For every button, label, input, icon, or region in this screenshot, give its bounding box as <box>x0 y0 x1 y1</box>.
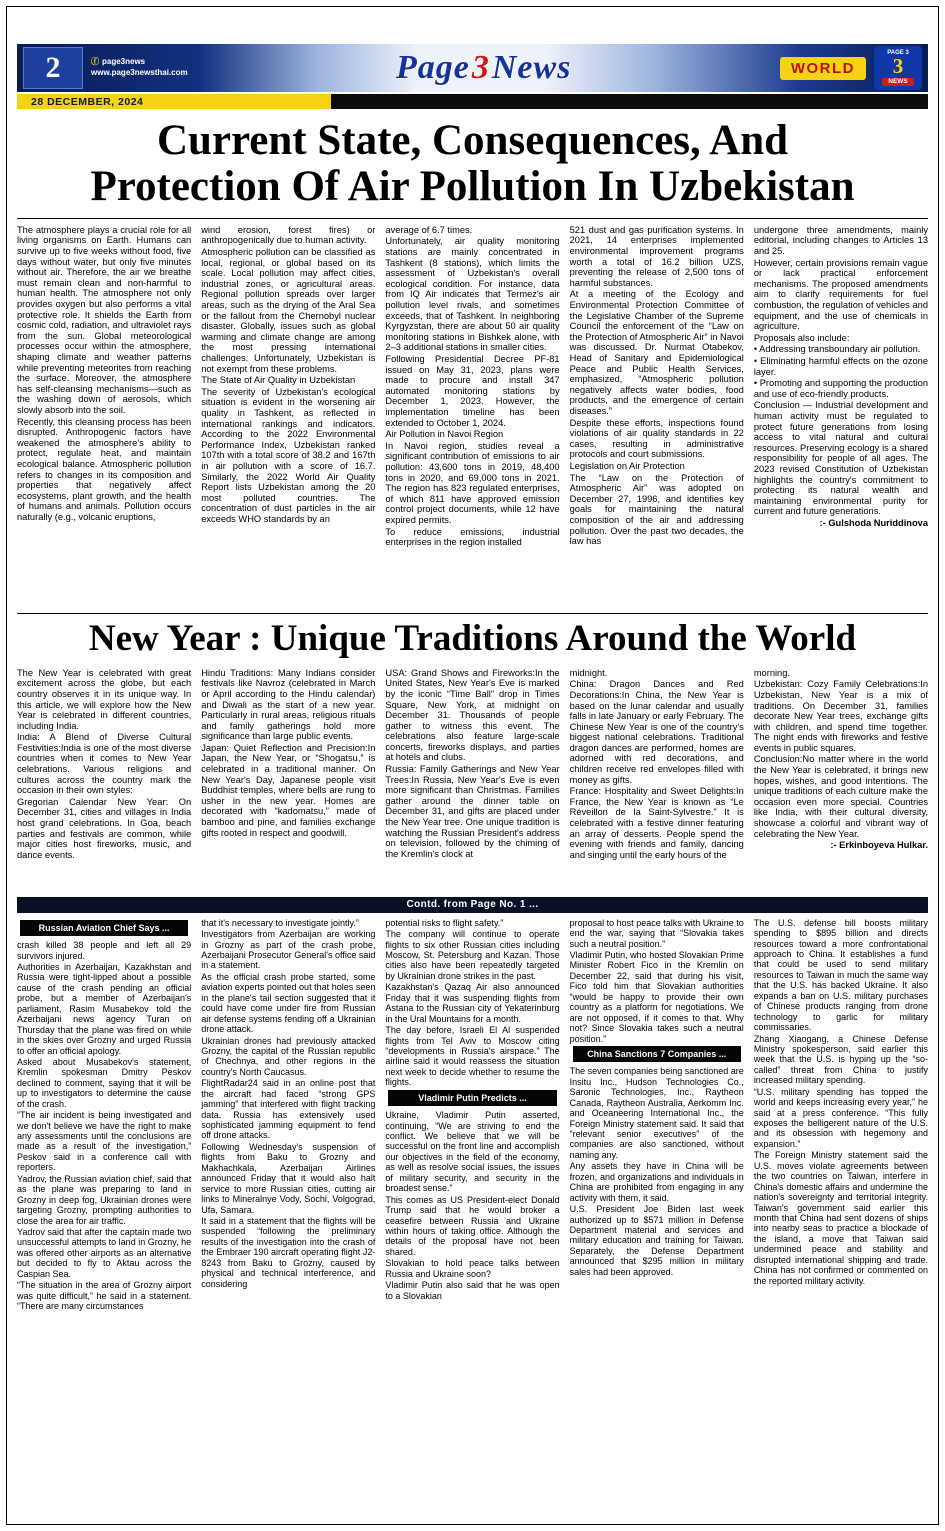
article1-body <box>17 219 928 613</box>
paragraph: The “Law on the Protection of Atmospheric Air” was adopted on December 27, 1996, and identifies key goals for maintaining the natural composition of the air and addressing pollution. Over the past two decades, the law has <box>569 472 744 547</box>
paragraph: Yadrov said that after the captain made two unsuccessful attempts to land in Grozny, he was offered other airports as an alternative but decided to fly to Aktau across the Caspian Sea. <box>17 1226 192 1279</box>
paragraph: potential risks to flight safety.” <box>385 917 504 928</box>
date-bar <box>17 94 928 109</box>
page-content <box>17 12 928 1519</box>
paragraph: Air Pollution in Navoi Region <box>385 429 504 440</box>
paragraph: Vladimir Putin also said that he was open to a Slovakian <box>385 1280 560 1301</box>
paragraph: This comes as US President-elect Donald Trump said that he would broker a ceasefire between Russia and Ukraine within hours of taking office. Although the details of the proposal have not been shared. <box>385 1194 560 1257</box>
logo-text-3: 3 <box>471 49 490 86</box>
paragraph: France: Hospitality and Sweet Delights:In France, the New Year is known as “Le Réveillon de la Saint-Sylvestre.” It is celebrated with a festive dinner featuring an array of desserts. People spend the evening with friends and family, dancing and singing until the early hours of the <box>569 786 744 860</box>
paragraph: Conclusion:No matter where in the world the New Year is celebrated, it brings new hopes, wishes, and good intentions. The unique traditions of each culture make the occasion even more special. Countries like India, with their cultural diversity, showcase a colorful and vibrant way of celebrating the New Year. <box>753 754 928 839</box>
paragraph: Ukrainian drones had previously attacked Grozny, the capital of the Russian republic of Chechnya, and other regions in the country's North Caucasus. <box>201 1035 376 1077</box>
paragraph: Recently, this cleansing process has been disrupted. Anthropogenic factors have weakened the atmosphere's ability to protect, regulate heat, and maintain ecological balance. Atmospheric pollution refers to changes in its composition and properties that negatively affect ecosystems, plant growth, and the health of humans and animals. Pollution occurs naturally (e.g., volcanic eruptions, <box>17 416 192 522</box>
paragraph: As the official crash probe started, some aviation experts pointed out that holes seen in the plane's tail section suggested that it could have come under fire from Russian air defense systems fending off a Ukrainian drone attack. <box>201 971 376 1035</box>
article2-column-2 <box>201 668 375 894</box>
article2-column-4 <box>570 668 744 894</box>
paragraph: Following Wednesday's suspension of flights from Baku to Grozny and Makhachkala, Azerbaijan Airlines announced Friday that it would also halt service to more Russian cities, cutting air links to Mineralnye Vody, Sochi, Volgograd, Ufa, Samara. <box>201 1141 376 1215</box>
paragraph: USA: Grand Shows and Fireworks:In the United States, New Year's Eve is marked by the iconic “Time Ball” drop in Times Square, New York, at midnight on December 31. Thousands of people gather to witness this event. The celebrations also feature large-scale concerts, fireworks displays, and parties at hotels and clubs. <box>385 667 560 763</box>
paragraph: Proposals also include: <box>753 332 850 343</box>
paragraph: undergone three amendments, mainly editorial, including changes to Articles 13 and 25. <box>753 224 928 257</box>
article2-column-1 <box>17 668 191 894</box>
page-number: 2 <box>23 47 83 89</box>
paragraph: The seven companies being sanctioned are Insitu Inc., Hudson Technologies Co., Saronic Technologies, Inc., Raytheon Canada, Raytheon Australia, Aerkomm Inc. and Oceaneering International Inc., the Foreign Ministry statement said. It said that “relevant senior executives” of the companies are also sanctioned, without naming any. <box>569 1066 744 1160</box>
article1-headline <box>17 109 928 219</box>
paragraph: Legislation on Air Protection <box>569 460 685 471</box>
paragraph: However, certain provisions remain vague or lack practical enforcement mechanisms. The proposed amendments aim to clarify requirements for fuel combustion, the regulation of vehicles and equipment, and the use of chemicals in agriculture. <box>753 257 928 332</box>
paragraph: FlightRadar24 said in an online post that the aircraft had faced “strong GPS jamming” that interfered with flight tracking data. Russia has extensively used sophisticated jamming equipment to fend off drone attacks. <box>201 1078 376 1141</box>
paragraph: The severity of Uzbekistan's ecological situation is evident in the worsening air quality in Tashkent, as reflected in international rankings and indicators. According to the 2022 Environmental Performance Index, Uzbekistan ranked 107th with a total score of 38.2 and 167th in air pollution with a score of 16.7. Similarly, the 2022 World Air Quality Report lists Uzbekistan among the 20 most polluted countries. The concentration of dust particles in the air exceeds WHO standards by an <box>201 386 376 524</box>
paragraph: Yadrov, the Russian aviation chief, said that as the plane was preparing to land in Grozny in deep fog, Ukrainian drones were targeting Grozny, prompting authorities to close the area for air traffic. <box>17 1173 192 1226</box>
article1-headline-line2: Protection Of Air Pollution In Uzbekistan <box>90 163 855 211</box>
paragraph: “U.S. military spending has topped the world and keeps increasing every year,” he said at a press conference. “This fully exposes the belligerent nature of the U.S. and its obsession with hegemony and expansion.” <box>753 1086 928 1149</box>
paragraph: Unfortunately, air quality monitoring stations are mainly concentrated in Tashkent (8 stations), which limits the assessment of Uzbekistan's overall ecological condition. For instance, data from IQ Air indicates that Termez's air pollution level rivals, and sometimes exceeds, that of Tashkent. In neighboring Kyrgyzstan, there are about 50 air quality monitoring stations in Bishkek alone, with 2–3 additional stations in smaller cities. <box>385 236 560 353</box>
logo-number: 3 <box>892 53 904 78</box>
paragraph: India: A Blend of Diverse Cultural Festivities:India is one of the most diverse countries when it comes to New Year celebrations. Various religions and cultures across the country mark the occasion in their own styles: <box>17 732 192 796</box>
article2-column-3 <box>385 668 559 894</box>
masthead-bar <box>17 44 928 92</box>
date-bar-fill <box>331 94 928 109</box>
bottom-column-3 <box>385 918 559 1519</box>
article1-column-3 <box>385 225 559 613</box>
paragraph: Authorities in Azerbaijan, Kazakhstan and Russia were tight-lipped about a possible cause of the crash pending an official probe, but a member of Azerbaijan's parliament, Rasim Musabekov told the Azerbaijani news agency Turan on Thursday that the plane was fired on while in the skies over Grozny and urged Russia to offer an official apology. <box>17 962 192 1056</box>
bottom-column-4 <box>570 918 744 1519</box>
byline: :- Erkinboyeva Hulkar. <box>830 840 928 851</box>
paragraph: crash killed 38 people and left all 29 survivors injured. <box>17 940 192 961</box>
paragraph: Kazakhstan's Qazaq Air also announced Friday that it was suspending flights from Astana to the Russian city of Yekaterinburg in the Ural Mountains for a month. <box>385 982 560 1024</box>
paragraph: wind erosion, forest fires) or anthropogenically due to human activity. <box>201 224 376 246</box>
paragraph: “The air incident is being investigated and we don't believe we have the right to make any assessments until the conclusions are made as a result of the investigation,” Peskov said in a conference call with reporters. <box>17 1110 192 1173</box>
paragraph: • Addressing transboundary air pollution. <box>753 344 921 355</box>
byline: :- Gulshoda Nuriddinova <box>819 517 928 528</box>
article1-headline-line1: Current State, Consequences, And <box>156 117 789 164</box>
paragraph: Hindu Traditions: Many Indians consider festivals like Navroz (celebrated in March or April according to the Hindu calendar) and Diwali as the start of a new year. Particularly in rural areas, religious rituals and family gatherings hold more significance than large public events. <box>201 667 376 742</box>
paragraph: • Promoting and supporting the production and use of eco-friendly products. <box>753 378 928 399</box>
paragraph: Despite these efforts, inspections found violations of air quality standards in 22 cases, resulting in administrative protocols and court submissions. <box>569 417 744 460</box>
paragraph: The New Year is celebrated with great excitement across the globe, but each country observes it in its unique way. In this article, we will explore how the New Year is celebrated in different countries, including India. <box>17 667 192 731</box>
paragraph: U.S. President Joe Biden last week authorized up to $571 million in Defense Department material and services and military education and training for Taiwan. Separately, the Defense Department announced that $295 million in military sales had been approved. <box>569 1204 744 1277</box>
logo-text-page: Page <box>396 49 470 86</box>
section-badge: WORLD <box>780 57 866 80</box>
paragraph: It said in a statement that the flights will be suspended “following the preliminary results of the investigation into the crash of the Embraer 190 aircraft operating flight J2-8243 from Baku to Grozny, caused by physical and technical interference, and considering <box>201 1215 376 1289</box>
paragraph: The company will continue to operate flights to six other Russian cities including Moscow, St. Petersburg and Kazan. Those cities also have been repeatedly targeted by Ukrainian drone strikes in the past. <box>385 929 560 981</box>
paragraph: Ukraine, Vladimir Putin asserted, continuing, “We are striving to end the conflict. We believe that we will be successful on the front line and accomplish our objectives in the field of the economy, as well as resolve social issues, the issues of military security, and security in the broadest sense.” <box>385 1110 560 1194</box>
paragraph: “The situation in the area of Grozny airport was quite difficult,” he said in a statement. “There are many circumstances <box>17 1280 192 1312</box>
paragraph: Gregorian Calendar New Year: On December 31, cities and villages in India host grand celebrations. In Goa, beach parties and festivals are common, while major cities host fireworks, music, and dance events. <box>17 796 192 860</box>
story-header-box: China Sanctions 7 Companies ... <box>573 1046 741 1062</box>
newspaper-logo <box>196 51 772 85</box>
paragraph: Asked about Musabekov's statement, Kremlin spokesman Dmitry Peskov declined to comment, saying that it will be up to investigators to determine the cause of the crash. <box>17 1056 192 1109</box>
bottom-column-2 <box>201 918 375 1519</box>
bottom-column-1 <box>17 918 191 1519</box>
continued-stories <box>17 913 928 1519</box>
social-block <box>91 57 188 79</box>
paragraph: At a meeting of the Ecology and Environmental Protection Committee of the Legislative Chamber of the Supreme Council the enforcement of the “Law on the Protection of Atmospheric Air” in Navoi was discussed. Dr. Nurmat Otabekov, Head of Sanitary and Epidemiological Peace and Public Health Services, emphasized, “Atmospheric pollution negatively affects water bodies, food products, and the emergence of certain diseases.” <box>569 289 744 416</box>
logo-top-text: PAGE 3 <box>887 49 909 56</box>
article2-body <box>17 664 928 894</box>
paragraph: In Navoi region, studies reveal a significant contribution of emissions to air pollution: 43,600 tons in 2019, 48,400 tons in 2020, and 69,000 tons in 2021. The region has 823 regulated enterprises, of which 811 have approved emission control project documents, while 12 have expired permits. <box>385 440 560 525</box>
social-handle: page3news <box>102 57 146 67</box>
article1-column-5 <box>754 225 928 613</box>
paragraph: The atmosphere plays a crucial role for all living organisms on Earth. Humans can survive up to five weeks without food, five days without water, but only five minutes without air. Therefore, the air we breathe must remain clean and non-harmful to human health. The atmosphere not only provides oxygen but also performs a vital protective role. It shields the Earth from cosmic cold, radiation, and ultraviolet rays from the sun. Global meteorological processes occur within the atmosphere, shaping climate and weather patterns while preventing meteorites from reaching the surface. Moreover, the atmosphere has self-cleansing mechanisms—such as the washing down of aerosols, which slowly absorb into the soil. <box>17 224 192 415</box>
page3-square-logo <box>874 46 922 90</box>
article2-headline: New Year : Unique Traditions Around the World <box>17 613 928 664</box>
paragraph: Slovakian to hold peace talks between Russia and Ukraine soon? <box>385 1258 560 1279</box>
logo-text-news: News <box>491 49 572 86</box>
paragraph: The U.S. defense bill boosts military spending to $895 billion and directs resources toward a more confrontational approach to China. It establishes a fund that could be used to send military resources to Taiwan in much the same way that the U.S. has backed Ukraine. It also expands a ban on U.S. military purchases of Chinese products ranging from drone technology to garlic for military commissaries. <box>753 917 928 1033</box>
article1-column-4 <box>570 225 744 613</box>
issue-date: 28 DECEMBER, 2024 <box>17 94 331 109</box>
paragraph: midnight. <box>569 667 608 678</box>
paragraph: 521 dust and gas purification systems. In 2021, 14 enterprises implemented environmental improvement programs worth a total of 16.2 billion UZS, preventing the release of 2,500 tons of harmful substances. <box>569 224 744 288</box>
paragraph: Russia: Family Gatherings and New Year Trees:In Russia, New Year's Eve is even more significant than Christmas. Families gather around the dinner table on December 31, and gifts are placed under the New Year tree. One unique tradition is watching the Russian President's address on television, followed by the chiming of the Kremlin's clock at <box>385 764 560 859</box>
paragraph: average of 6.7 times. <box>385 224 473 235</box>
facebook-icon: ⓕ <box>91 57 99 67</box>
paragraph: The Foreign Ministry statement said the U.S. moves violate agreements between the two countries on Taiwan, interfere in China's domestic affairs and undermine the nation's sovereignty and territorial integrity. Taiwan's government said earlier this month that China had sent dozens of ships into nearby seas to practice a blockade of the island, a move that Taiwan said undermined peace and stability and disrupted international shipping and trade. China has not confirmed or commented on the reported military activity. <box>753 1150 928 1286</box>
paragraph: Any assets they have in China will be frozen, and organizations and individuals in China are prohibited from engaging in any activity with them, it said. <box>569 1161 744 1203</box>
paragraph: China: Dragon Dances and Red Decorations:In China, the New Year is based on the lunar calendar and usually falls in late January or early February. The Chinese New Year is one of the country's biggest national celebrations. Traditional dragon dances are performed, homes are adorned with red decorations, and children receive red envelopes filled with money as gifts. <box>569 679 744 785</box>
article2-column-5 <box>754 668 928 894</box>
paragraph: The day before, Israeli El Al suspended flights from Tel Aviv to Moscow citing “developments in Russia's airspace.” The airline said it would reassess the situation next week to decide whether to resume the flights. <box>385 1025 560 1088</box>
paragraph: Conclusion — Industrial development and human activity must be regulated to protect future generations from losing access to vital natural and cultural resources. Preserving ecology is a shared responsibility for people of all ages. The 2023 revised Constitution of Uzbekistan highlights the country's commitment to protecting its natural wealth and maintaining environmental purity for current and future generations. <box>753 400 928 517</box>
paragraph: Zhang Xiaogang, a Chinese Defense Ministry spokesperson, said earlier this week that the U.S. is hyping up the “so-called” threat from China to justify increased military spending. <box>753 1033 928 1086</box>
website-url: www.page3newsthai.com <box>91 68 188 77</box>
paragraph: Investigators from Azerbaijan are working in Grozny as part of the crash probe, Azerbaijani Prosecutor General's office said in a statement. <box>201 929 376 971</box>
paragraph: Following Presidential Decree PF-81 issued on May 31, 2023, plans were made to procure and install 347 automated monitoring stations by December 1, 2023. However, the implementation timeline has been extended to October 1, 2024. <box>385 354 560 428</box>
article1-column-2 <box>201 225 375 613</box>
paragraph: Vladimir Putin, who hosted Slovakian Prime Minister Robert Fico in the Kremlin on December 22, said that during his visit, Fico told him that Slovakian authorities “would be happy to provide their own country as a platform for negotiations. We are not opposed, if it comes to that. Why not? Since Slovakia takes such a neutral position.” <box>569 950 744 1044</box>
paragraph: proposal to host peace talks with Ukraine to end the war, saying that “Slovakia takes such a neutral position.” <box>569 917 744 949</box>
paragraph: • Eliminating harmful effects on the ozone layer. <box>753 356 928 377</box>
story-header-box: Vladimir Putin Predicts ... <box>388 1090 556 1106</box>
paragraph: The State of Air Quality in Uzbekistan <box>201 375 356 386</box>
contd-bar: Contd. from Page No. 1 ... <box>17 897 928 913</box>
article1-column-1 <box>17 225 191 613</box>
paragraph: Uzbekistan: Cozy Family Celebrations:In Uzbekistan, New Year is a mix of traditions. On December 31, families decorate New Year trees, exchange gifts with children, and spend time together. The night ends with fireworks and festive events in public squares. <box>753 679 928 753</box>
logo-news-ribbon: NEWS <box>882 78 914 87</box>
paragraph: that it's necessary to investigate jointly.” <box>201 917 359 928</box>
paragraph: Japan: Quiet Reflection and Precision:In Japan, the New Year, or “Shogatsu,” is celebrated in a traditional manner. On New Year's Day, Japanese people visit Buddhist temples, where bells are rung to usher in the new year. Homes are decorated with “kadomatsu,” made of bamboo and pine, and families exchange gifts rooted in respect and goodwill. <box>201 742 376 838</box>
paragraph: To reduce emissions, industrial enterprises in the region installed <box>385 526 560 548</box>
paragraph: Atmospheric pollution can be classified as local, regional, or global based on its scale. Local pollution may affect cities, industrial zones, or agricultural areas. Regional pollution spreads over larger areas, such as the drying of the Aral Sea or the fallout from the Chernobyl nuclear disaster. Globally, issues such as global warming and climate change are among the most pressing international challenges. Unfortunately, Uzbekistan is not exempt from these problems. <box>201 247 376 374</box>
story-header-box: Russian Aviation Chief Says ... <box>20 920 188 936</box>
paragraph: morning. <box>753 667 790 678</box>
bottom-column-5 <box>754 918 928 1519</box>
